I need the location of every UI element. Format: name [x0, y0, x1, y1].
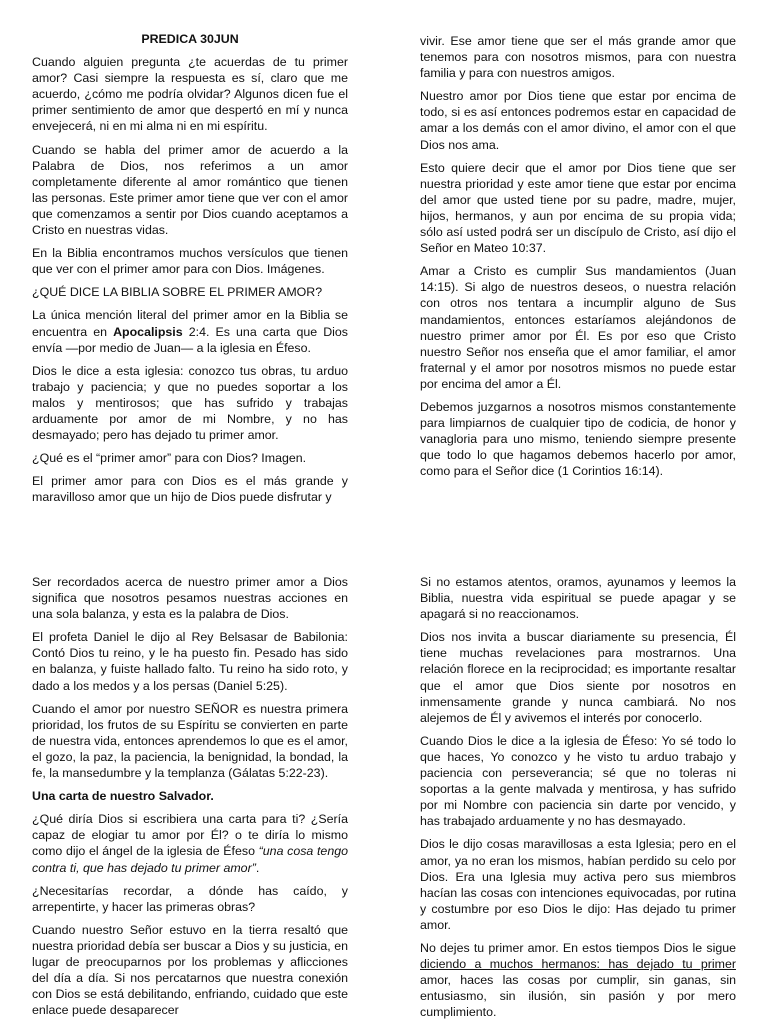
paragraph: Amar a Cristo es cumplir Sus mandamientos (Juan 14:15). Si algo de nuestros deseos, o nuestra relación con otros nos tentara a incumplir alguno de Sus mandamientos, entonces estaríamos alejándonos de nuestro primer amor por Él. Es por eso que Cristo nuestro Señor nos enseña que el amor familiar, el amor fraternal y el amor por nosotros mismos no puede estar por encima del amor a Él.: [420, 264, 736, 391]
column-4: [420, 574, 736, 1027]
paragraph: El profeta Daniel le dijo al Rey Belsasar de Babilonia: Contó Dios tu reino, y le ha puesto fin. Pesado has sido en balanza, y fuiste hallado falto. Tu reino ha sido roto, y dado a los medos y a los persas (Daniel 5:25).: [32, 630, 348, 693]
text: La única mención literal del primer amor en la Biblia se encuentra en: [32, 308, 348, 339]
paragraph: Esto quiere decir que el amor por Dios tiene que ser nuestra prioridad y este amor tiene que estar por encima del amor que usted tiene por su padre, madre, mujer, hijos, hermanos, y aun por encima de su propia vida; sólo así usted podrá ser un discípulo de Cristo, así dijo el Señor en Mateo 10:37.: [420, 160, 736, 256]
paragraph: vivir. Ese amor tiene que ser el más grande amor que tenemos para con nosotros mismos, para con nuestra familia y para con nuestros amigos.: [420, 34, 736, 81]
underlined-text: diciendo a muchos hermanos: has dejado tu primer: [420, 957, 736, 972]
column-2: [420, 33, 736, 486]
paragraph: Cuando el amor por nuestro SEÑOR es nuestra primera prioridad, los frutos de su Espíritu se convierten en parte de nuestra vida, entonces aprendemos lo que es el amor, el gozo, la paz, la paciencia, la benignidad, la bondad, la fe, la mansedumbre y la templanza (Gálatas 5:22-23).: [32, 701, 348, 781]
paragraph: Cuando alguien pregunta ¿te acuerdas de tu primer amor? Casi siempre la respuesta es sí, claro que me acuerdo, ¿cómo me podría olvidar? Algunos dicen fue el primer sentimiento de amor que despertó en mí y nunca envejecerá, ni en mi alma ni en mi espíritu.: [32, 55, 348, 134]
paragraph: [32, 811, 348, 875]
paragraph: ¿Qué es el “primer amor” para con Dios? Imagen.: [32, 451, 307, 466]
paragraph: Cuando Dios le dice a la iglesia de Éfeso: Yo sé todo lo que haces, Yo conozco y he visto tu arduo trabajo y paciencia con perseverancia; sé que no toleras ni soportas a la gente malvada y mentirosa, y has sufrido por mi Nombre con paciencia sin darte por vencido, y has trabajado arduamente y no has desmayado.: [420, 733, 736, 829]
section-heading: ¿QUÉ DICE LA BIBLIA SOBRE EL PRIMER AMOR?: [32, 285, 323, 300]
paragraph: [32, 307, 348, 355]
paragraph: Dios le dijo cosas maravillosas a esta Iglesia; pero en el amor, ya no eran los mismos, habían perdido su celo por Dios. Era una Iglesia muy activa pero sus miembros hacían las cosas con intenciones equivocadas, por rutina y costumbre por eso Dios le dijo: Has dejado tu primer amor.: [420, 837, 736, 932]
paragraph: Dios nos invita a buscar diariamente su presencia, Él tiene muchas revelaciones para mostrarnos. Una relación florece en la reciprocidad; es importante resaltar que el amor que Dios siente por nosotros en inmensamente grande y nunca cambiará. No nos alejemos de Él y avivemos el interés por conocerlo.: [420, 630, 736, 725]
paragraph: En la Biblia encontramos muchos versículos que tienen que ver con el primer amor para con Dios. Imágenes.: [32, 246, 348, 277]
paragraph: Cuando nuestro Señor estuvo en la tierra resaltó que nuestra prioridad debía ser buscar a Dios y su justicia, en lugar de preocuparnos por los problemas y aflicciones del día a día. Si nos percatarnos que nuestra conexión con Dios se está debilitando, enfriando, cuidado que este enlace puede desaparecer: [32, 922, 348, 1018]
text: amor, haces las cosas por cumplir, sin ganas, sin entusiasmo, sin ilusión, sin pasión y por mero cumplimiento.: [420, 973, 736, 1020]
paragraph: [420, 940, 736, 1020]
text: 2:4. Es una carta que Dios envía —por medio de Juan— a la iglesia en Éfeso.: [32, 324, 349, 355]
paragraph: El primer amor para con Dios es el más grande y maravilloso amor que un hijo de Dios puede disfrutar y: [32, 474, 348, 505]
section-heading: Una carta de nuestro Salvador.: [32, 789, 214, 804]
text: .: [255, 860, 260, 875]
text: ¿Qué diría Dios si escribiera una carta para ti? ¿Sería capaz de elogiar tu amor por Él? o te diría lo mismo como dijo el ángel de la iglesia de Éfeso: [32, 812, 348, 859]
paragraph: Dios le dice a esta iglesia: conozco tus obras, tu arduo trabajo y paciencia; y que no puedes soportar a los malos y mentirosos; que has sufrido y trabajas arduamente por amor de mi Nombre, y no has desmayado; pero has dejado tu primer amor.: [32, 363, 348, 443]
paragraph: Cuando se habla del primer amor de acuerdo a la Palabra de Dios, nos referimos a un amor completamente diferente al amor romántico que tienen las personas. Este primer amor tiene que ver con el amor que comenzamos a sentir por Dios cuando aceptamos a Cristo en nuestras vidas.: [32, 142, 348, 238]
text: No dejes tu primer amor. En estos tiempos Dios le sigue: [420, 940, 736, 955]
paragraph: Nuestro amor por Dios tiene que estar por encima de todo, si es así entonces podremos estar en capacidad de amar a los demás con el amor divino, el amor con el que Dios nos ama.: [420, 89, 736, 152]
paragraph: ¿Necesitarías recordar, a dónde has caído, y arrepentirte, y hacer las primeras obras?: [32, 883, 348, 914]
italic-quote: “una cosa tengo contra ti, que has dejado tu primer amor”: [32, 844, 348, 875]
paragraph: Ser recordados acerca de nuestro primer amor a Dios significa que nosotros pesamos nuestras acciones en una sola balanza, y esta es la palabra de Dios.: [32, 575, 348, 622]
page-title: PREDICA 30JUN: [141, 32, 239, 46]
paragraph: Si no estamos atentos, oramos, ayunamos y leemos la Biblia, nuestra vida espiritual se puede apagar y se apagará si no reaccionamos.: [420, 575, 736, 622]
bold-text: Apocalipsis: [113, 324, 183, 339]
paragraph: Debemos juzgarnos a nosotros mismos constantemente para limpiarnos de cualquier tipo de codicia, de honor y vanagloria para uno mismo, teniendo siempre presente que todo lo que hagamos debemos hacerlo por amor, como para el Señor dice (1 Corintios 16:14).: [420, 399, 736, 479]
column-3: [32, 574, 348, 1025]
column-1: [32, 31, 348, 512]
